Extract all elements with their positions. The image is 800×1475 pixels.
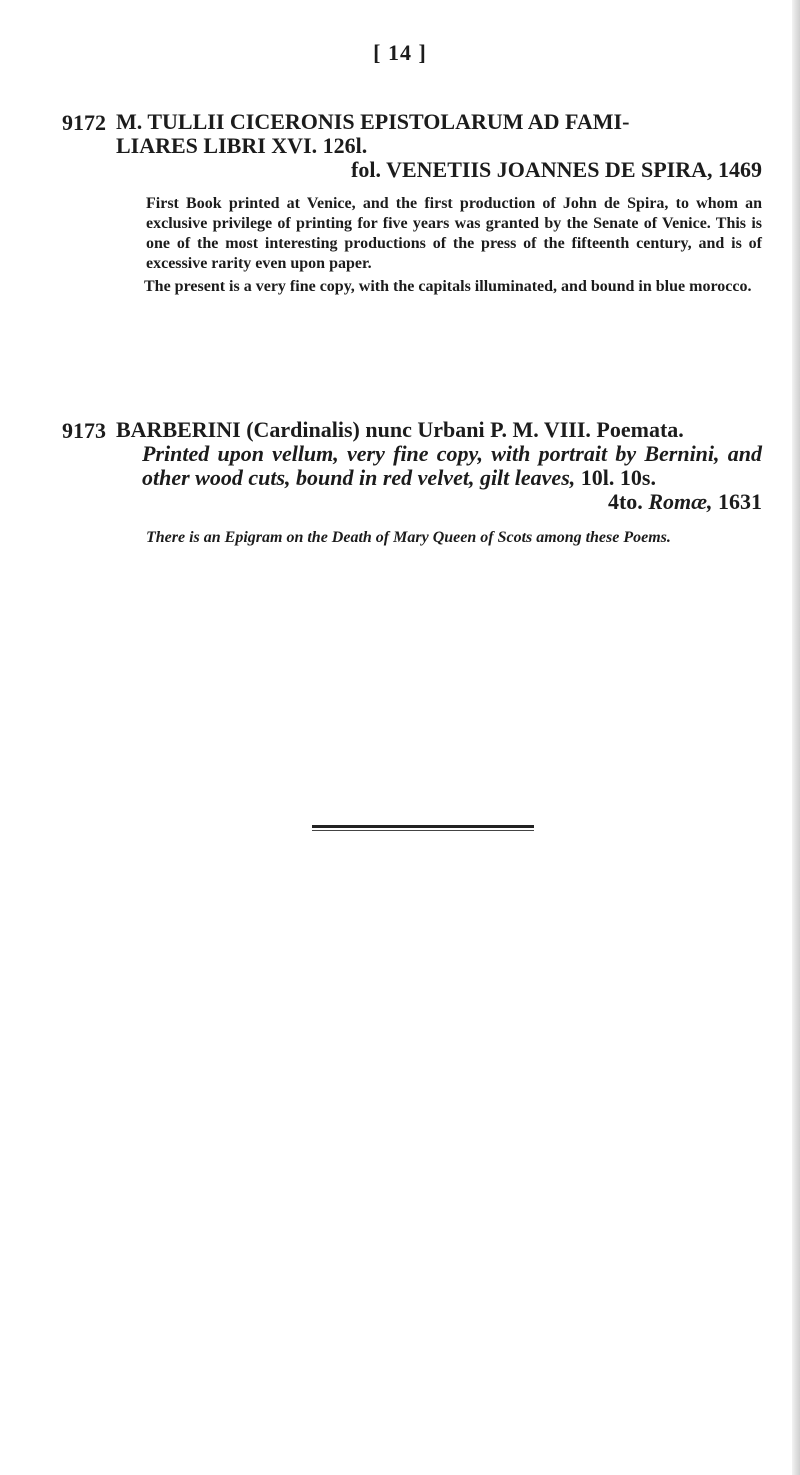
- note-paragraph: The present is a very fine copy, with the capitals illuminated, and bound in blue morocco.: [144, 278, 752, 295]
- lot-notes: [146, 194, 762, 297]
- heading-line: LIARES LIBRI XVI. 126l.: [116, 133, 368, 158]
- imprint-place: Romæ,: [648, 489, 713, 514]
- end-rule: [312, 825, 534, 828]
- description-text: Printed upon vellum, very fine copy, with portrait by Bernini, and other wood cuts, bound in red velvet, gilt leaves,: [142, 441, 762, 490]
- end-rule-thin: [312, 830, 534, 831]
- heading-line: M. TULLII CICERONIS EPISTOLARUM AD FAMI-: [116, 109, 630, 134]
- lot-number: 9172: [62, 110, 106, 135]
- lot-9173: [62, 418, 762, 548]
- note-paragraph: First Book printed at Venice, and the first production of John de Spira, to whom an exclusive privilege of printing for five years was granted by the Senate of Venice. This is one of the most interesting productions of the press of the fifteenth century, and is of excessive rarity even upon paper.: [146, 195, 762, 272]
- page-edge-shadow: [792, 0, 800, 1475]
- lot-imprint: [62, 490, 762, 514]
- lot-note: There is an Epigram on the Death of Mary Queen of Scots among these Poems.: [146, 529, 671, 546]
- lot-9172: [62, 110, 762, 297]
- lot-price: 10l. 10s.: [580, 465, 656, 490]
- lot-number: 9173: [62, 418, 106, 443]
- lot-heading: BARBERINI (Cardinalis) nunc Urbani P. M. VIII. Poemata.: [116, 417, 684, 442]
- imprint-format: 4to.: [607, 489, 643, 514]
- lot-imprint: fol. VENETIIS JOANNES DE SPIRA, 1469: [351, 157, 762, 182]
- imprint-year: 1631: [718, 489, 762, 514]
- page-number: [ 14 ]: [373, 40, 427, 65]
- lot-heading: [116, 110, 762, 158]
- lot-description: [142, 442, 762, 490]
